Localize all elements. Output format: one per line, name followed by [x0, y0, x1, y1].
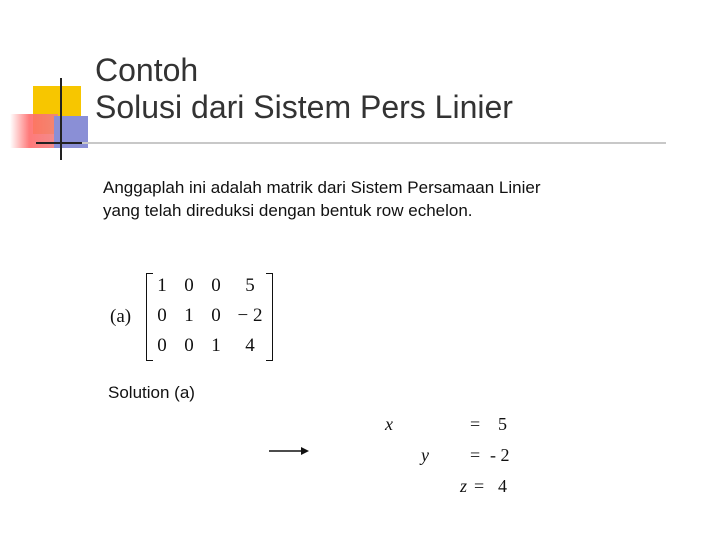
decor-dark-hline — [36, 142, 82, 144]
title-line-2: Solusi dari Sistem Pers Linier — [95, 89, 513, 125]
equation-value: - 2 — [490, 445, 510, 465]
matrix-right-bracket — [266, 273, 273, 361]
equation-sign: = — [470, 414, 481, 434]
matrix-cell: 5 — [245, 275, 255, 296]
equation-sign: = — [474, 476, 485, 496]
equation-var-z: z — [460, 476, 468, 496]
title-line-1: Contoh — [95, 52, 199, 88]
slide-title — [95, 52, 513, 126]
matrix-cell: 1 — [211, 335, 221, 356]
matrix-cell: 0 — [157, 335, 167, 356]
equation-value: 5 — [498, 414, 507, 434]
equation-sign: = — [470, 445, 481, 465]
right-arrow-icon — [268, 444, 310, 458]
matrix-cell: 4 — [245, 335, 255, 356]
augmented-matrix — [146, 273, 273, 359]
matrix-cell: 0 — [184, 275, 194, 296]
intro-text — [103, 176, 663, 222]
title-underline — [36, 142, 666, 144]
solution-label: Solution (a) — [108, 383, 195, 402]
equation-var-y: y — [421, 445, 429, 465]
matrix-cell: − 2 — [237, 305, 263, 326]
matrix-cell: 0 — [211, 305, 221, 326]
matrix-cell: 0 — [184, 335, 194, 356]
matrix-label: (a) — [110, 306, 132, 327]
intro-line-2: yang telah direduksi dengan bentuk row echelon. — [103, 201, 473, 220]
matrix-cell: 1 — [157, 275, 167, 296]
matrix-cell: 0 — [157, 305, 167, 326]
decor-dark-vline — [60, 78, 62, 160]
matrix-cell: 0 — [211, 275, 221, 296]
intro-line-1: Anggaplah ini adalah matrik dari Sistem Persamaan Linier — [103, 178, 541, 197]
matrix-cell: 1 — [184, 305, 194, 326]
equation-var-x: x — [385, 414, 393, 434]
equation-value: 4 — [498, 476, 507, 496]
